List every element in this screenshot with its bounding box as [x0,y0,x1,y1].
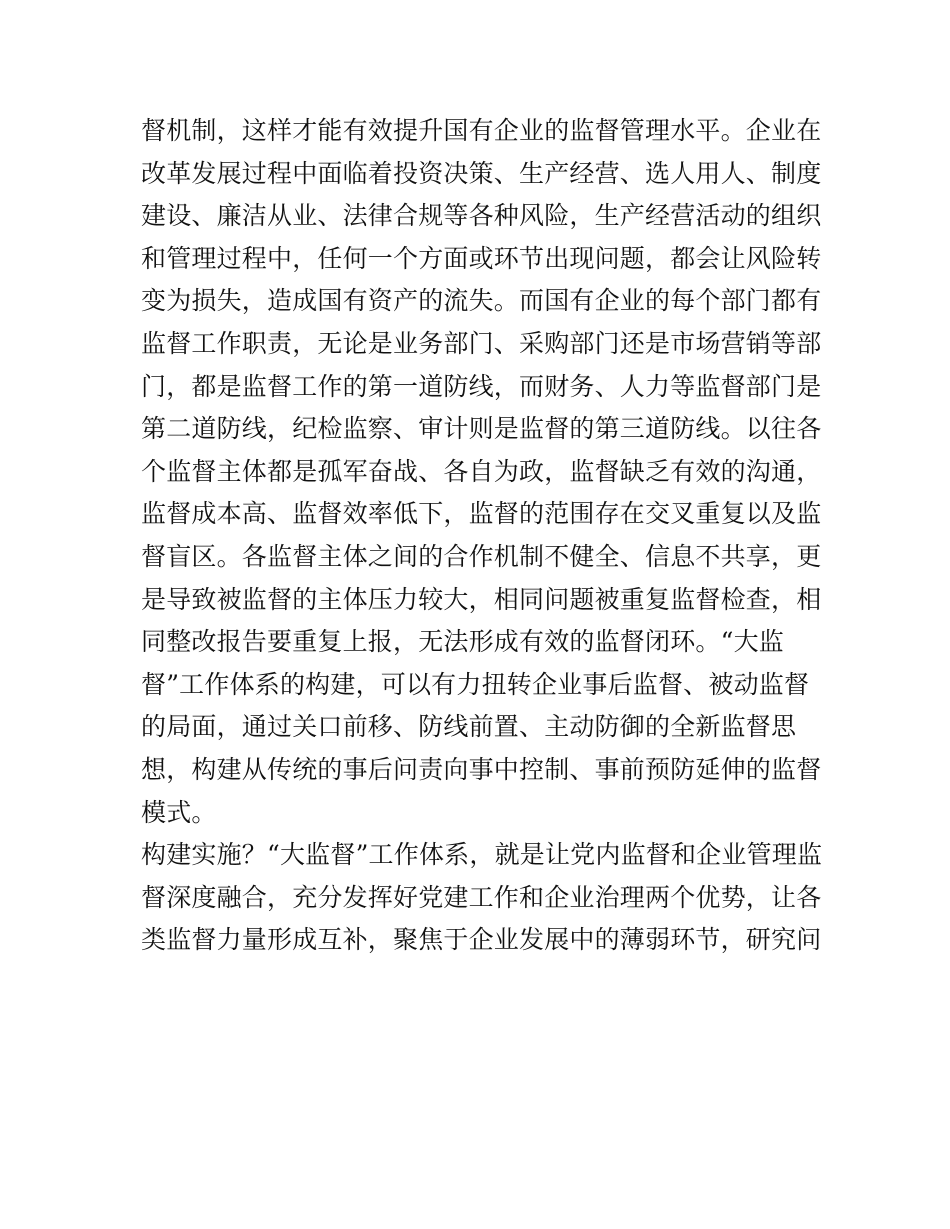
text-line: 想，构建从传统的事后问责向事中控制、事前预防延伸的监督 [141,754,822,784]
text-line: 变为损失，造成国有资产的流失。而国有企业的每个部门都有 [141,286,822,316]
text-line: 督机制，这样才能有效提升国有企业的监督管理水平。企业在 [141,116,822,145]
text-line: 建设、廉洁从业、法律合规等各种风险，生产经营活动的组织 [141,201,822,231]
text-line: 监督工作职责，无论是业务部门、采购部门还是市场营销等部 [141,328,822,358]
text-line: 类监督力量形成互补，聚焦于企业发展中的薄弱环节，研究问 [141,925,822,955]
text-line: 第二道防线，纪检监察、审计则是监督的第三道防线。以往各 [141,414,822,444]
body-text [141,110,821,962]
text-line: 模式。 [141,797,217,827]
text-line: 是导致被监督的主体压力较大，相同问题被重复监督检查，相 [141,584,822,614]
text-line: 督盲区。各监督主体之间的合作机制不健全、信息不共享，更 [141,541,822,571]
text-line: 构建实施？“大监督”工作体系，就是让党内监督和企业管理监 [141,840,823,870]
text-line: 监督成本高、监督效率低下，监督的范围存在交叉重复以及监 [141,499,822,529]
text-line: 和管理过程中，任何一个方面或环节出现问题，都会让风险转 [141,243,822,273]
text-line: 督”工作体系的构建，可以有力扭转企业事后监督、被动监督 [141,669,810,699]
text-line: 个监督主体都是孤军奋战、各自为政，监督缺乏有效的沟通， [141,456,822,486]
text-line: 门，都是监督工作的第一道防线，而财务、人力等监督部门是 [141,371,822,401]
text-line: 的局面，通过关口前移、防线前置、主动防御的全新监督思 [141,712,797,742]
text-line: 同整改报告要重复上报，无法形成有效的监督闭环。“大监 [141,627,784,657]
text-line: 督深度融合，充分发挥好党建工作和企业治理两个优势，让各 [141,882,822,912]
text-line: 改革发展过程中面临着投资决策、生产经营、选人用人、制度 [141,158,822,188]
